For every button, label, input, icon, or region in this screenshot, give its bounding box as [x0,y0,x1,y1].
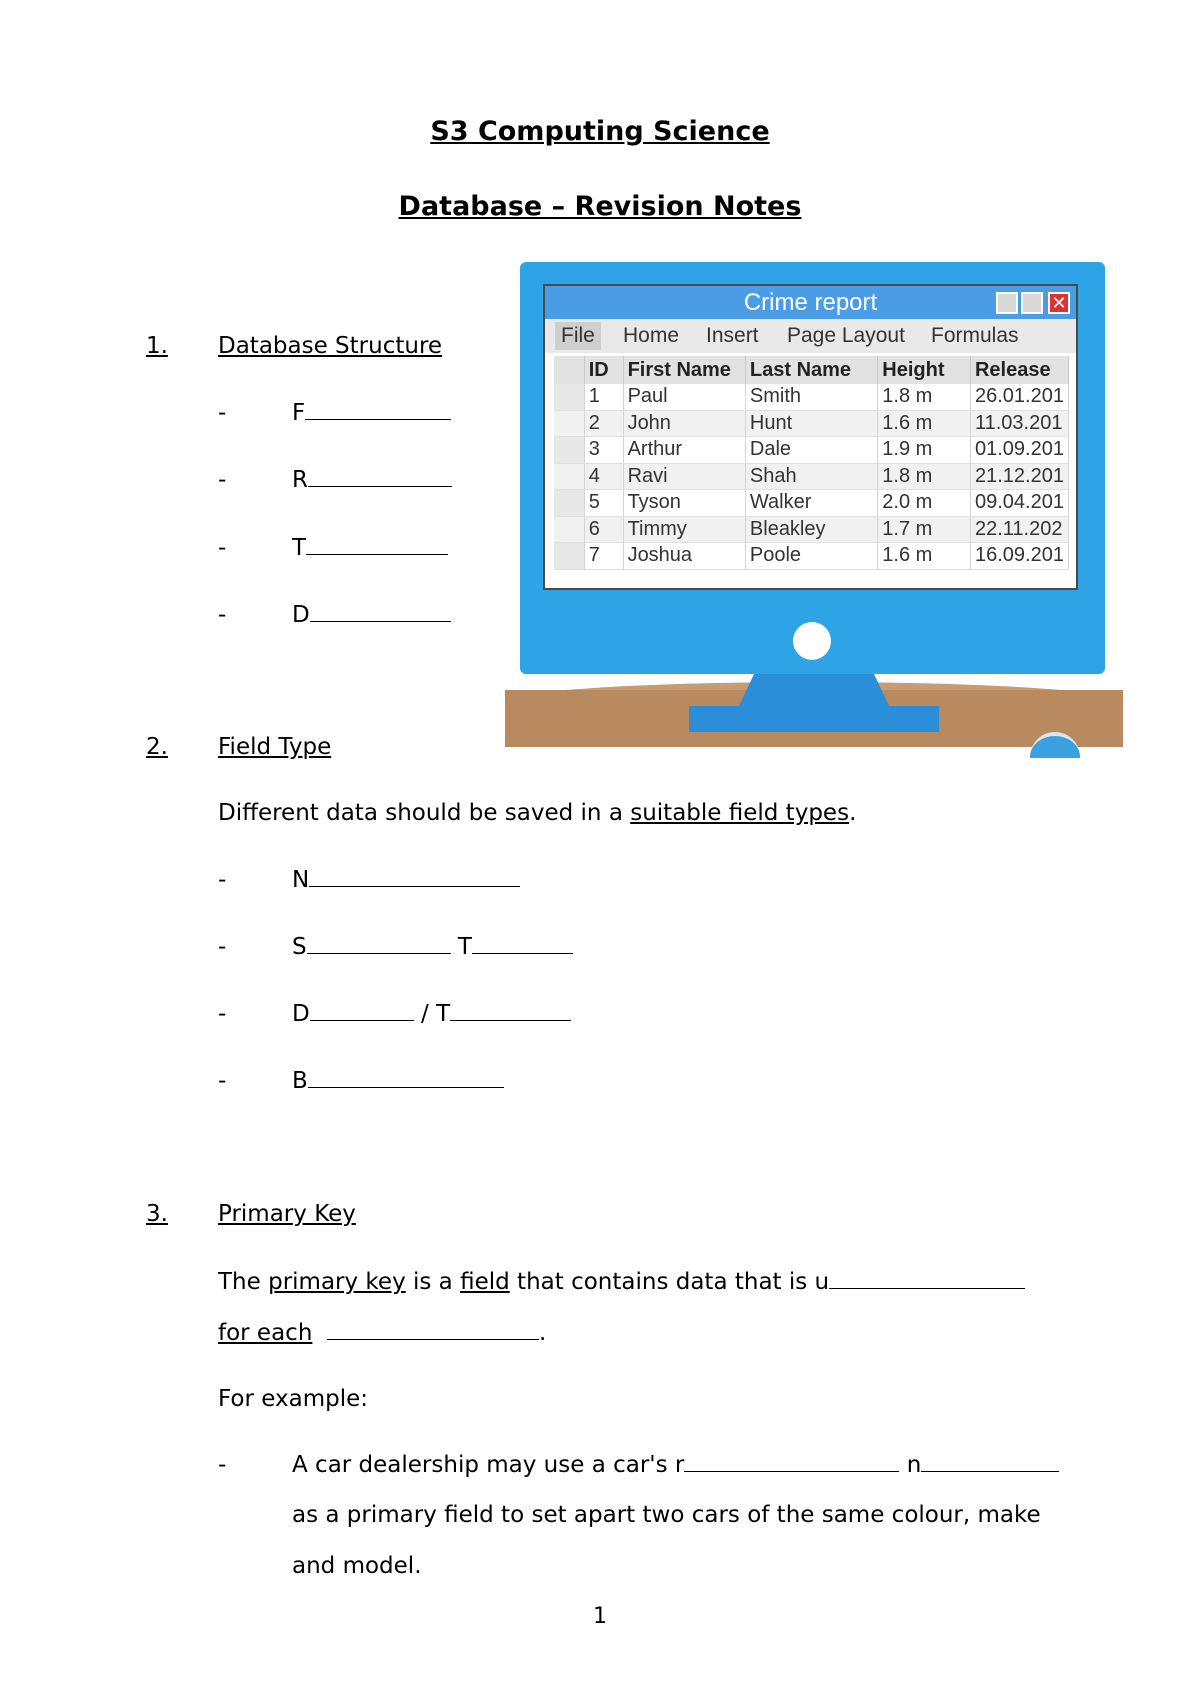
table-cell: 22.11.202 [970,516,1068,543]
window-title: Crime report [743,289,878,316]
power-button-icon [793,622,831,660]
minimize-icon [996,292,1018,314]
menu-page-layout: Page Layout [787,324,905,347]
example-line2: as a primary field to set apart two cars of the same colour, make [292,1502,1041,1528]
section2-number: 2. [146,734,168,760]
table-cell: Smith [745,384,877,410]
fill-in-blank[interactable] [310,601,451,622]
table-cell: 1.6 m [878,410,971,437]
table-row [554,490,1069,517]
column-header: First Name [623,356,745,384]
table-cell: Walker [745,490,877,517]
section3-heading: Primary Key [218,1201,356,1227]
section2-bullet: - [218,867,227,893]
row-header [554,516,584,543]
section2-bullet: - [218,1001,227,1027]
section1-item-t: T [292,533,448,563]
row-header [554,437,584,464]
example-label: For example: [218,1386,368,1412]
section1-heading: Database Structure [218,333,443,359]
table-row [554,410,1069,437]
section2-item-d: D / T [292,999,571,1029]
example-line1: A car dealership may use a car's r n [292,1450,1059,1480]
section2-bullet: - [218,1068,227,1094]
section1-number: 1. [146,333,168,359]
table-cell: Bleakley [745,516,877,543]
fill-in-blank[interactable] [450,1000,571,1021]
column-header: ID [584,356,623,384]
monitor-illustration [505,262,1123,747]
window-titlebar [545,286,1076,319]
table-cell: 01.09.201 [970,437,1068,464]
table-cell: Paul [623,384,745,410]
section2-item-n: N [292,865,520,895]
section1-bullet: - [218,400,227,426]
fill-in-blank[interactable] [472,933,573,954]
section2-heading: Field Type [218,734,332,760]
table-cell: John [623,410,745,437]
select-all-corner [554,356,584,384]
primary-key-definition-line2: for each . [218,1320,547,1346]
table-cell: 4 [584,463,623,490]
table-cell: 1.6 m [878,543,971,570]
table-row [554,516,1069,543]
section1-bullet: - [218,535,227,561]
table-cell: Dale [745,437,877,464]
maximize-icon [1021,292,1043,314]
fill-in-blank[interactable] [308,1067,504,1088]
fill-in-blank[interactable] [308,466,452,487]
table-cell: 5 [584,490,623,517]
table-row [554,463,1069,490]
menu-file: File [555,322,601,350]
fill-in-blank[interactable] [684,1451,899,1472]
table-row [554,543,1069,570]
suitable-field-types-text: suitable field types [630,800,850,826]
table-cell: Poole [745,543,877,570]
fill-in-blank[interactable] [310,1000,414,1021]
table-cell: 2 [584,410,623,437]
table-cell: Ravi [623,463,745,490]
table-cell: 09.04.201 [970,490,1068,517]
section2-item-b: B [292,1066,504,1096]
example-bullet: - [218,1452,227,1478]
table-cell: Shah [745,463,877,490]
menu-home: Home [623,324,680,347]
section2-bullet: - [218,934,227,960]
table-cell: 7 [584,543,623,570]
monitor-base [689,706,939,732]
monitor-stand [739,674,889,706]
table-cell: 1.8 m [878,384,971,410]
example-line3: and model. [292,1553,422,1579]
section1-bullet: - [218,602,227,628]
section2-item-s: S T [292,932,573,962]
table-cell: Hunt [745,410,877,437]
table-cell: Tyson [623,490,745,517]
menu-formulas: Formulas [931,324,1019,347]
row-header [554,463,584,490]
section1-item-d: D [292,600,451,630]
fill-in-blank[interactable] [327,1319,539,1340]
row-header [554,410,584,437]
table-cell: 11.03.201 [970,410,1068,437]
table-cell: 21.12.201 [970,463,1068,490]
page-title: S3 Computing Science [430,116,770,147]
table-cell: Arthur [623,437,745,464]
fill-in-blank[interactable] [309,866,520,887]
page-subtitle: Database – Revision Notes [398,191,802,222]
table-cell: Joshua [623,543,745,570]
table-cell: Timmy [623,516,745,543]
table-cell: 2.0 m [878,490,971,517]
row-header [554,543,584,570]
table-header-row [554,356,1069,384]
table-row [554,384,1069,410]
table-cell: 26.01.201 [970,384,1068,410]
data-table [554,356,1069,570]
monitor-screen [520,262,1105,674]
section1-bullet: - [218,467,227,493]
page-number: 1 [593,1604,607,1629]
section3-number: 3. [146,1201,168,1227]
menu-insert: Insert [706,324,759,347]
section2-intro: Different data should be saved in a suitable field types. [218,800,857,826]
table-cell: 16.09.201 [970,543,1068,570]
table-cell: 1 [584,384,623,410]
close-icon: ✕ [1048,292,1070,314]
table-cell: 1.7 m [878,516,971,543]
table-row [554,437,1069,464]
table-cell: 1.9 m [878,437,971,464]
table-cell: 6 [584,516,623,543]
table-cell: 3 [584,437,623,464]
fill-in-blank[interactable] [829,1268,1025,1289]
section1-item-r: R [292,465,452,495]
menu-bar [545,319,1076,353]
column-header: Last Name [745,356,877,384]
section1-item-f: F [292,398,451,428]
fill-in-blank[interactable] [921,1451,1059,1472]
fill-in-blank[interactable] [306,534,448,555]
table-cell: 1.8 m [878,463,971,490]
fill-in-blank[interactable] [307,933,451,954]
column-header: Height [878,356,971,384]
fill-in-blank[interactable] [305,399,451,420]
row-header [554,490,584,517]
column-header: Release [970,356,1068,384]
primary-key-definition: The primary key is a field that contains data that is u [218,1267,1025,1297]
spreadsheet-window [543,284,1078,590]
row-header [554,384,584,410]
